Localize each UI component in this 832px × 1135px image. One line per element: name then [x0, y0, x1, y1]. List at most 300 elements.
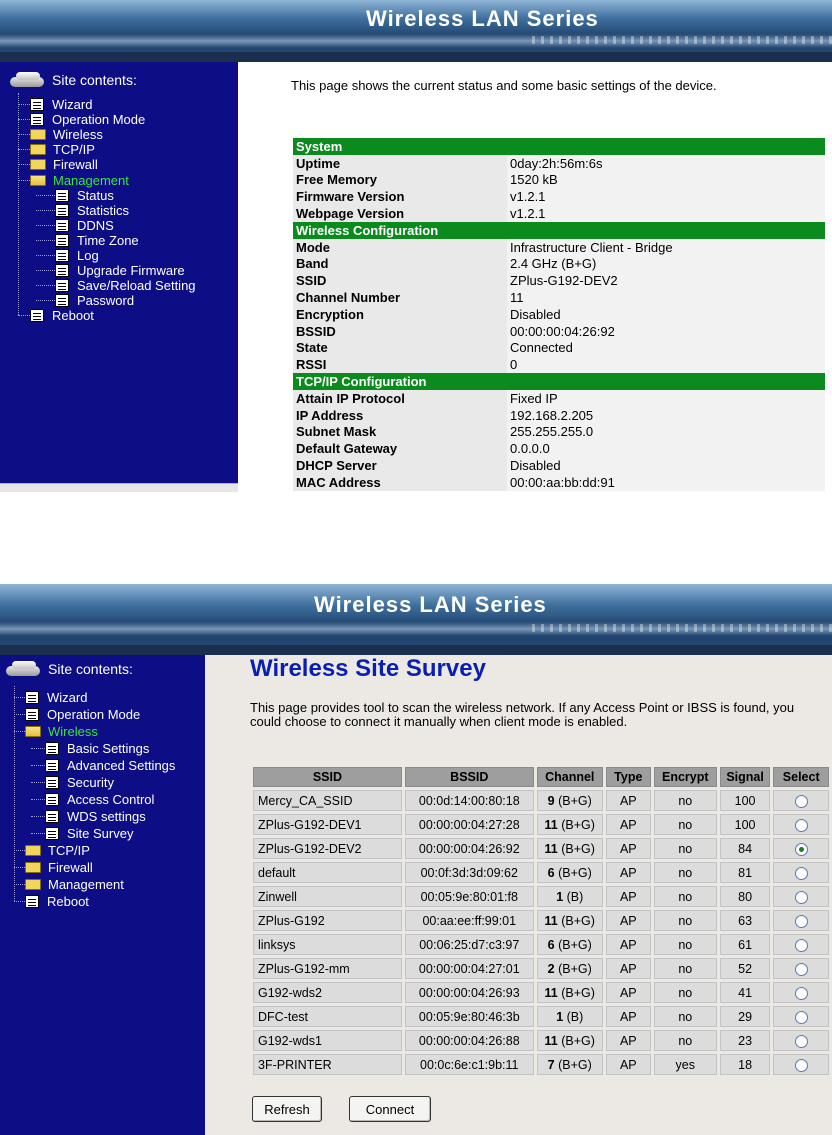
select-radio[interactable]: [795, 915, 808, 928]
sidebar-item-log[interactable]: [55, 248, 99, 263]
sidebar-item-label: Wireless: [48, 724, 98, 739]
ssid-cell: ZPlus-G192: [253, 910, 402, 931]
table-row: [293, 188, 825, 205]
table-row: [293, 205, 825, 222]
type-cell: AP: [606, 886, 651, 907]
encrypt-cell: no: [654, 958, 717, 979]
channel-band: (B+G): [561, 985, 595, 1000]
select-cell: [773, 838, 829, 859]
sidebar-item-label: TCP/IP: [48, 843, 90, 858]
table-row[interactable]: [253, 838, 829, 859]
sidebar-item-ddns[interactable]: [55, 218, 114, 233]
sidebar-item-status[interactable]: [55, 188, 114, 203]
sidebar-item-label: Status: [77, 187, 114, 203]
table-row: [293, 239, 825, 256]
status-intro: This page shows the current status and some basic settings of the device.: [291, 78, 717, 93]
type-cell: AP: [606, 910, 651, 931]
field-value: 11: [507, 289, 825, 306]
field-label: Encryption: [293, 306, 507, 323]
bssid-cell: 00:06:25:d7:c3:97: [405, 934, 534, 955]
page-icon: [30, 113, 44, 126]
banner-title: Wireless LAN Series: [366, 6, 599, 31]
ssid-cell: linksys: [253, 934, 402, 955]
bssid-cell: 00:0d:14:00:80:18: [405, 790, 534, 811]
channel-cell: [537, 1030, 603, 1051]
page-icon: [45, 810, 59, 823]
select-cell: [773, 934, 829, 955]
table-row[interactable]: [253, 958, 829, 979]
select-cell: [773, 1030, 829, 1051]
channel-number: 6: [547, 865, 555, 880]
drive-icon: [6, 661, 42, 677]
site-contents-header: Site contents:: [10, 68, 137, 92]
sidebar-item-label: Save/Reload Setting: [77, 278, 196, 294]
bssid-cell: 00:05:9e:80:01:f8: [405, 886, 534, 907]
sidebar-item-label: Operation Mode: [47, 707, 141, 722]
channel-number: 9: [547, 793, 555, 808]
field-label: RSSI: [293, 356, 507, 373]
table-row[interactable]: [253, 862, 829, 883]
encrypt-cell: no: [654, 910, 717, 931]
signal-cell: 84: [720, 838, 771, 859]
status-table: [293, 138, 825, 491]
page-icon: [55, 264, 69, 277]
channel-cell: [537, 910, 603, 931]
sidebar-item-operation-mode[interactable]: [30, 112, 145, 127]
table-row[interactable]: [253, 982, 829, 1003]
select-radio[interactable]: [795, 795, 808, 808]
banner-title: Wireless LAN Series: [314, 592, 547, 617]
column-header-type: Type: [606, 767, 651, 787]
ssid-cell: ZPlus-G192-DEV1: [253, 814, 402, 835]
field-value: 192.168.2.205: [507, 407, 825, 424]
select-radio[interactable]: [795, 1011, 808, 1024]
channel-band: (B+G): [561, 841, 595, 856]
top-sidebar: [0, 62, 238, 492]
section-header: [293, 222, 825, 239]
sidebar-item-operation-mode[interactable]: [25, 707, 140, 722]
table-row: [293, 256, 825, 273]
sidebar-item-wizard[interactable]: [30, 97, 92, 112]
field-label: Mode: [293, 239, 507, 256]
folder-icon: [25, 862, 41, 873]
sidebar-item-label: DDNS: [77, 217, 114, 233]
select-cell: [773, 910, 829, 931]
channel-band: (B+G): [558, 865, 592, 880]
section-title: System: [293, 138, 825, 155]
sidebar-item-label: Firewall: [53, 157, 98, 173]
select-radio[interactable]: [795, 963, 808, 976]
field-label: BSSID: [293, 323, 507, 340]
field-value: 00:00:aa:bb:dd:91: [507, 474, 825, 491]
table-row: [293, 474, 825, 491]
type-cell: AP: [606, 934, 651, 955]
sidebar-item-wireless[interactable]: [30, 127, 103, 142]
field-label: State: [293, 340, 507, 357]
sidebar-item-label: Wireless: [53, 127, 103, 143]
channel-number: 11: [544, 817, 558, 832]
folder-open-icon: [25, 726, 41, 737]
signal-cell: 41: [720, 982, 771, 1003]
signal-cell: 61: [720, 934, 771, 955]
sidebar-item-advanced-settings[interactable]: [45, 758, 175, 773]
type-cell: AP: [606, 814, 651, 835]
sidebar-item-site-survey[interactable]: [45, 826, 133, 841]
channel-number: 2: [547, 961, 555, 976]
page-icon: [30, 98, 44, 111]
table-row: [293, 407, 825, 424]
ssid-cell: ZPlus-G192-DEV2: [253, 838, 402, 859]
refresh-button[interactable]: Refresh: [252, 1096, 322, 1122]
table-row[interactable]: [253, 790, 829, 811]
connect-button[interactable]: Connect: [349, 1096, 431, 1122]
page-icon: [55, 294, 69, 307]
field-value: Disabled: [507, 306, 825, 323]
sidebar-item-security[interactable]: [45, 775, 114, 790]
ssid-cell: G192-wds1: [253, 1030, 402, 1051]
channel-cell: [537, 958, 603, 979]
signal-cell: 100: [720, 790, 771, 811]
sidebar-item-label: Reboot: [47, 894, 89, 909]
channel-number: 11: [544, 1033, 558, 1048]
field-value: Fixed IP: [507, 390, 825, 407]
site-survey-table: [250, 764, 832, 1078]
page-icon: [45, 759, 59, 772]
field-label: Band: [293, 256, 507, 273]
status-panel: [238, 67, 832, 492]
channel-number: 11: [544, 913, 558, 928]
field-value: v1.2.1: [507, 188, 825, 205]
site-survey-panel: [205, 655, 832, 1135]
encrypt-cell: no: [654, 862, 717, 883]
encrypt-cell: no: [654, 1006, 717, 1027]
signal-cell: 81: [720, 862, 771, 883]
field-value: 0day:2h:56m:6s: [507, 155, 825, 172]
bssid-cell: 00:aa:ee:ff:99:01: [405, 910, 534, 931]
sidebar-item-wireless[interactable]: [25, 724, 98, 739]
type-cell: AP: [606, 838, 651, 859]
type-cell: AP: [606, 790, 651, 811]
section-title: TCP/IP Configuration: [293, 373, 825, 390]
channel-cell: [537, 934, 603, 955]
bottom-banner: [0, 584, 832, 655]
encrypt-cell: no: [654, 838, 717, 859]
select-radio[interactable]: [795, 1059, 808, 1072]
channel-cell: [537, 1054, 603, 1075]
field-label: Channel Number: [293, 289, 507, 306]
sidebar-item-tcp-ip[interactable]: [30, 142, 95, 157]
channel-number: 1: [556, 889, 564, 904]
folder-open-icon: [30, 175, 46, 186]
sidebar-item-tcp-ip[interactable]: [25, 843, 90, 858]
sidebar-item-label: Wizard: [52, 97, 93, 112]
sidebar-item-save-reload-setting[interactable]: [55, 278, 196, 293]
field-label: Firmware Version: [293, 188, 507, 205]
table-row: [293, 390, 825, 407]
site-contents-header: Site contents:: [6, 657, 133, 681]
field-value: 1520 kB: [507, 172, 825, 189]
field-label: DHCP Server: [293, 457, 507, 474]
table-row: [293, 424, 825, 441]
sidebar-item-reboot[interactable]: [25, 894, 89, 909]
folder-icon: [30, 144, 46, 155]
bssid-cell: 00:00:00:04:27:28: [405, 814, 534, 835]
signal-cell: 52: [720, 958, 771, 979]
sidebar-item-label: Wizard: [47, 690, 88, 705]
field-value: 00:00:00:04:26:92: [507, 323, 825, 340]
sidebar-item-time-zone[interactable]: [55, 233, 139, 248]
field-value: 2.4 GHz (B+G): [507, 256, 825, 273]
page-icon: [55, 234, 69, 247]
sidebar-item-basic-settings[interactable]: [45, 741, 149, 756]
page-icon: [30, 309, 44, 322]
sidebar-item-label: Reboot: [52, 308, 94, 324]
sidebar-item-label: Access Control: [67, 792, 155, 807]
sidebar-item-management[interactable]: [30, 173, 129, 188]
page-icon: [45, 742, 59, 755]
type-cell: AP: [606, 1054, 651, 1075]
folder-icon: [25, 879, 41, 890]
select-radio[interactable]: [795, 843, 808, 856]
signal-cell: 18: [720, 1054, 771, 1075]
page-icon: [25, 708, 39, 721]
channel-band: (B+G): [561, 1033, 595, 1048]
page-icon: [55, 189, 69, 202]
channel-band: (B): [566, 1009, 584, 1024]
select-radio[interactable]: [795, 819, 808, 832]
sidebar-item-label: WDS settings: [67, 809, 146, 824]
sidebar-item-access-control[interactable]: [45, 792, 154, 807]
field-value: Connected: [507, 340, 825, 357]
channel-band: (B+G): [561, 913, 595, 928]
table-row: [293, 457, 825, 474]
select-cell: [773, 814, 829, 835]
table-row[interactable]: [253, 1054, 829, 1075]
table-row[interactable]: [253, 910, 829, 931]
page-icon: [25, 895, 39, 908]
channel-cell: [537, 886, 603, 907]
bssid-cell: 00:00:00:04:26:88: [405, 1030, 534, 1051]
select-radio[interactable]: [795, 891, 808, 904]
table-row: [293, 356, 825, 373]
table-row: [293, 289, 825, 306]
bssid-cell: 00:00:00:04:27:01: [405, 958, 534, 979]
ssid-cell: ZPlus-G192-mm: [253, 958, 402, 979]
section-title: Wireless Configuration: [293, 222, 825, 239]
page-icon: [55, 279, 69, 292]
encrypt-cell: no: [654, 982, 717, 1003]
type-cell: AP: [606, 1030, 651, 1051]
table-row: [293, 440, 825, 457]
ssid-cell: default: [253, 862, 402, 883]
page-icon: [45, 776, 59, 789]
sidebar-item-label: Log: [77, 248, 99, 263]
page-icon: [45, 793, 59, 806]
type-cell: AP: [606, 982, 651, 1003]
select-cell: [773, 886, 829, 907]
bssid-cell: 00:05:9e:80:46:3b: [405, 1006, 534, 1027]
bssid-cell: 00:00:00:04:26:93: [405, 982, 534, 1003]
sidebar-item-firewall[interactable]: [30, 157, 98, 172]
sidebar-item-label: Management: [48, 877, 124, 892]
sidebar-item-label: Statistics: [77, 202, 130, 218]
select-radio[interactable]: [795, 987, 808, 1000]
sidebar-item-upgrade-firmware[interactable]: [55, 263, 185, 278]
field-value: v1.2.1: [507, 205, 825, 222]
encrypt-cell: no: [654, 814, 717, 835]
select-cell: [773, 1054, 829, 1075]
section-header: [293, 373, 825, 390]
field-label: IP Address: [293, 407, 507, 424]
encrypt-cell: no: [654, 790, 717, 811]
field-value: Disabled: [507, 457, 825, 474]
table-row: [293, 340, 825, 357]
sidebar-item-label: Firewall: [48, 860, 93, 875]
column-header-ssid: SSID: [253, 767, 402, 787]
page-title: Wireless Site Survey: [250, 655, 486, 682]
sidebar-item-label: Site Survey: [67, 826, 134, 841]
page-icon: [45, 827, 59, 840]
sidebar-item-password[interactable]: [55, 293, 134, 308]
channel-cell: [537, 814, 603, 835]
encrypt-cell: yes: [654, 1054, 717, 1075]
channel-number: 7: [547, 1057, 555, 1072]
table-row: [293, 172, 825, 189]
field-label: Subnet Mask: [293, 424, 507, 441]
sidebar-item-label: Advanced Settings: [67, 758, 176, 773]
signal-cell: 63: [720, 910, 771, 931]
sidebar-item-label: Operation Mode: [52, 112, 146, 128]
table-row: [293, 155, 825, 172]
select-cell: [773, 790, 829, 811]
ssid-cell: DFC-test: [253, 1006, 402, 1027]
sidebar-item-label: Password: [77, 293, 135, 309]
ssid-cell: Zinwell: [253, 886, 402, 907]
channel-cell: [537, 862, 603, 883]
folder-icon: [25, 845, 41, 856]
select-cell: [773, 862, 829, 883]
select-radio[interactable]: [795, 939, 808, 952]
select-cell: [773, 1006, 829, 1027]
ssid-cell: 3F-PRINTER: [253, 1054, 402, 1075]
sidebar-item-label: Time Zone: [77, 232, 139, 248]
field-value: 0: [507, 356, 825, 373]
sidebar-item-wizard[interactable]: [25, 690, 87, 705]
channel-cell: [537, 790, 603, 811]
drive-icon: [10, 72, 46, 88]
channel-cell: [537, 982, 603, 1003]
signal-cell: 100: [720, 814, 771, 835]
type-cell: AP: [606, 1006, 651, 1027]
column-header-signal: Signal: [720, 767, 771, 787]
encrypt-cell: no: [654, 934, 717, 955]
field-label: Webpage Version: [293, 205, 507, 222]
folder-icon: [30, 159, 46, 170]
sidebar-item-label: Management: [53, 172, 129, 188]
column-header-encrypt: Encrypt: [654, 767, 717, 787]
table-row[interactable]: [253, 1030, 829, 1051]
sidebar-item-label: Upgrade Firmware: [77, 263, 185, 279]
channel-band: (B+G): [561, 817, 595, 832]
sidebar-item-statistics[interactable]: [55, 203, 129, 218]
channel-number: 6: [547, 937, 555, 952]
table-row[interactable]: [253, 886, 829, 907]
field-label: Uptime: [293, 155, 507, 172]
column-header-channel: Channel: [537, 767, 603, 787]
encrypt-cell: no: [654, 886, 717, 907]
sidebar-item-label: TCP/IP: [53, 142, 95, 158]
channel-band: (B+G): [558, 793, 592, 808]
bssid-cell: 00:00:00:04:26:92: [405, 838, 534, 859]
ssid-cell: G192-wds2: [253, 982, 402, 1003]
select-radio[interactable]: [795, 867, 808, 880]
channel-band: (B): [566, 889, 584, 904]
column-header-bssid: BSSID: [405, 767, 534, 787]
table-row[interactable]: [253, 1006, 829, 1027]
bssid-cell: 00:0f:3d:3d:09:62: [405, 862, 534, 883]
table-row: [293, 323, 825, 340]
table-row[interactable]: [253, 814, 829, 835]
channel-band: (B+G): [558, 961, 592, 976]
signal-cell: 80: [720, 886, 771, 907]
section-header: [293, 138, 825, 155]
page-icon: [55, 249, 69, 262]
channel-number: 11: [544, 985, 558, 1000]
bottom-sidebar: [0, 655, 205, 1135]
page-icon: [55, 219, 69, 232]
field-label: Attain IP Protocol: [293, 390, 507, 407]
sidebar-item-label: Security: [67, 775, 114, 790]
channel-number: 11: [544, 841, 558, 856]
table-row[interactable]: [253, 934, 829, 955]
encrypt-cell: no: [654, 1030, 717, 1051]
sidebar-item-label: Basic Settings: [67, 741, 150, 756]
field-value: 0.0.0.0: [507, 440, 825, 457]
column-header-select: Select: [773, 767, 829, 787]
sidebar-item-management[interactable]: [25, 877, 124, 892]
field-value: 255.255.255.0: [507, 424, 825, 441]
ssid-cell: Mercy_CA_SSID: [253, 790, 402, 811]
top-banner: [0, 0, 832, 62]
sidebar-item-wds-settings[interactable]: [45, 809, 146, 824]
horizontal-scrollbar[interactable]: [0, 483, 238, 492]
sidebar-item-reboot[interactable]: [30, 308, 94, 323]
channel-number: 1: [556, 1009, 564, 1024]
select-cell: [773, 958, 829, 979]
field-label: SSID: [293, 272, 507, 289]
page-icon: [25, 691, 39, 704]
field-label: MAC Address: [293, 474, 507, 491]
sidebar-item-firewall[interactable]: [25, 860, 93, 875]
select-radio[interactable]: [795, 1035, 808, 1048]
signal-cell: 23: [720, 1030, 771, 1051]
page-icon: [55, 204, 69, 217]
survey-intro: This page provides tool to scan the wireless network. If any Access Point or IBSS is found, you could choose to connect it manually when client mode is enabled.: [250, 700, 795, 729]
table-row: [293, 272, 825, 289]
channel-band: (B+G): [558, 937, 592, 952]
channel-cell: [537, 1006, 603, 1027]
channel-cell: [537, 838, 603, 859]
folder-icon: [30, 129, 46, 140]
type-cell: AP: [606, 958, 651, 979]
field-label: Free Memory: [293, 172, 507, 189]
field-label: Default Gateway: [293, 440, 507, 457]
signal-cell: 29: [720, 1006, 771, 1027]
bssid-cell: 00:0c:6e:c1:9b:11: [405, 1054, 534, 1075]
field-value: Infrastructure Client - Bridge: [507, 239, 825, 256]
select-cell: [773, 982, 829, 1003]
channel-band: (B+G): [558, 1057, 592, 1072]
